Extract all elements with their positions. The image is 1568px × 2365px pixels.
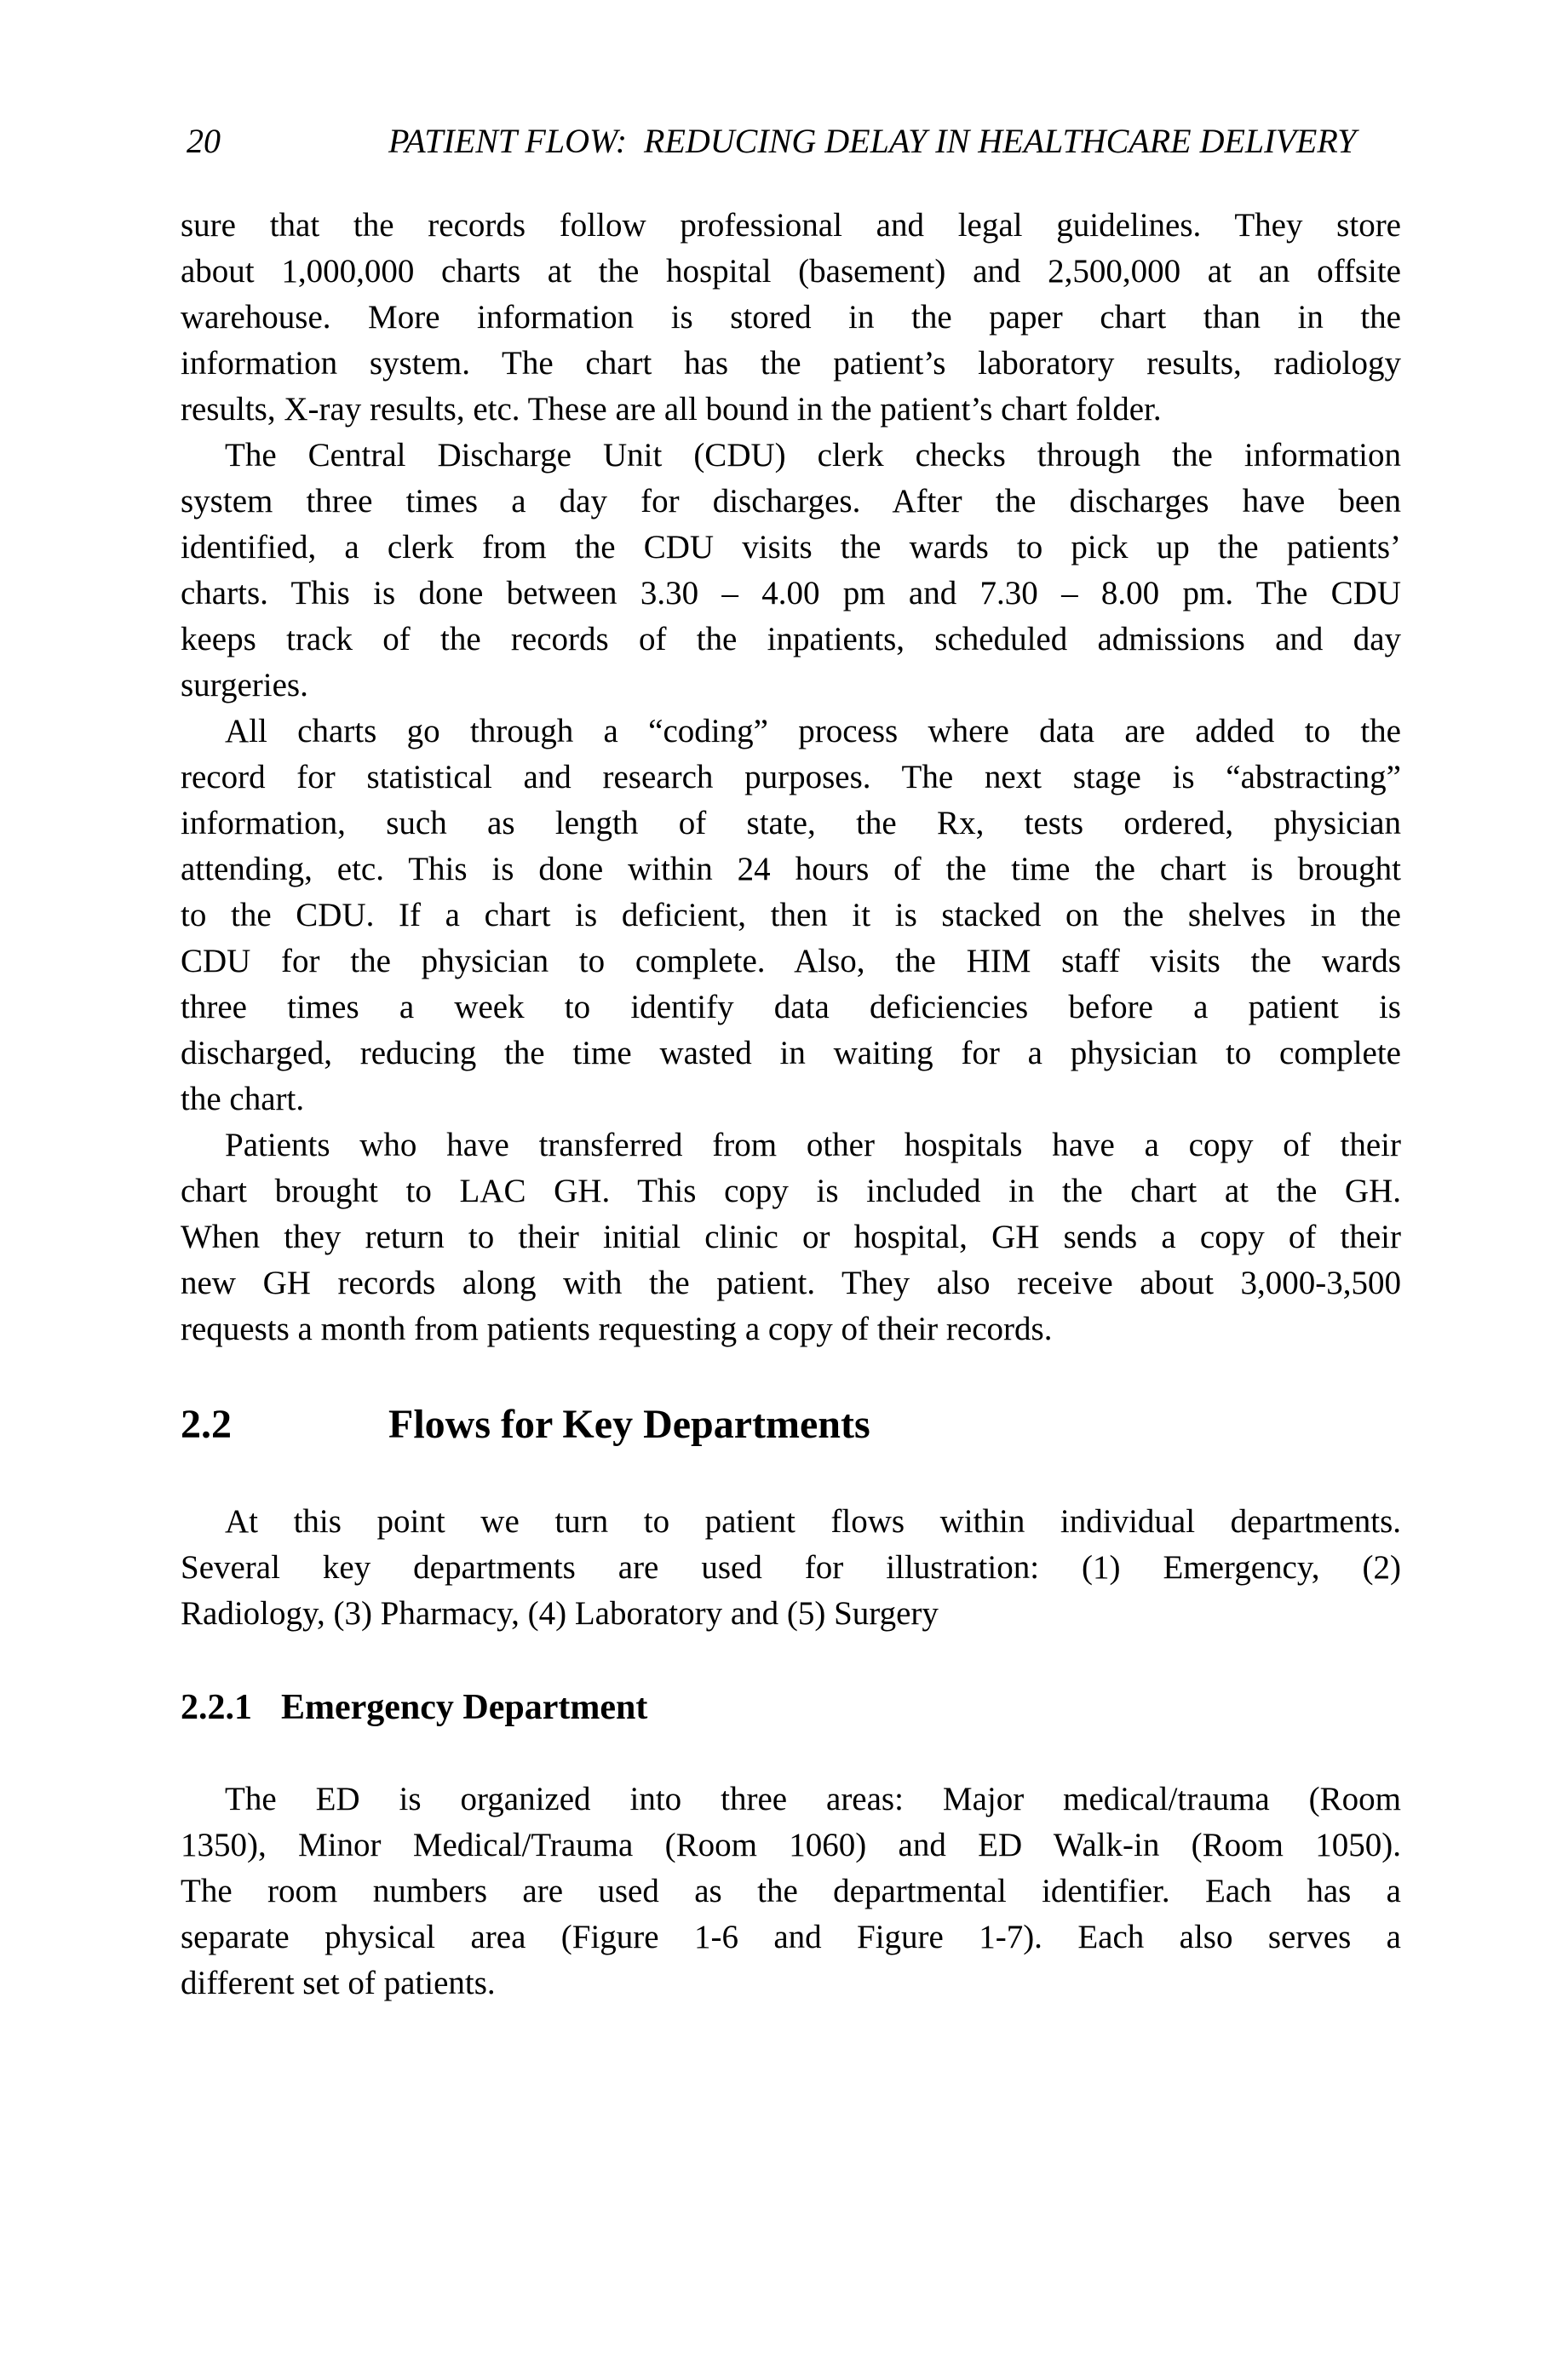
body-text-middle <box>181 1499 1401 1637</box>
text-line: information, such as length of state, the Rx, tests ordered, physician <box>181 805 1401 841</box>
text-line: attending, etc. This is done within 24 hours of the time the chart is brought <box>181 851 1401 887</box>
text-line: The Central Discharge Unit (CDU) clerk checks through the information <box>225 437 1401 474</box>
text-line: Radiology, (3) Pharmacy, (4) Laboratory and (5) Surgery <box>181 1595 939 1632</box>
section-title: Flows for Key Departments <box>388 1402 870 1447</box>
text-line: about 1,000,000 charts at the hospital (basement) and 2,500,000 at an offsite <box>181 253 1401 290</box>
section-number: 2.2.1 <box>181 1688 252 1727</box>
text-line: chart brought to LAC GH. This copy is included in the chart at the GH. <box>181 1173 1401 1209</box>
section-heading-2-2 <box>181 1401 870 1449</box>
body-text-bottom <box>181 1777 1401 2006</box>
text-line: separate physical area (Figure 1-6 and Figure 1-7). Each also serves a <box>181 1919 1401 1955</box>
text-line: 1350), Minor Medical/Trauma (Room 1060) and ED Walk-in (Room 1050). <box>181 1827 1401 1863</box>
page-number: 20 <box>187 122 221 160</box>
text-line: requests a month from patients requesting a copy of their records. <box>181 1311 1053 1347</box>
text-line: charts. This is done between 3.30 – 4.00 pm and 7.30 – 8.00 pm. The CDU <box>181 575 1401 611</box>
text-line: keeps track of the records of the inpatients, scheduled admissions and day <box>181 621 1401 657</box>
text-line: Patients who have transferred from other hospitals have a copy of their <box>225 1127 1401 1163</box>
running-title: PATIENT FLOW: REDUCING DELAY IN HEALTHCARE DELIVERY <box>388 122 1357 160</box>
text-line: The ED is organized into three areas: Major medical/trauma (Room <box>225 1781 1401 1817</box>
text-line: warehouse. More information is stored in the paper chart than in the <box>181 299 1401 336</box>
text-line: discharged, reducing the time wasted in waiting for a physician to complete <box>181 1035 1401 1071</box>
body-text-top <box>181 203 1401 1352</box>
text-line: At this point we turn to patient flows within individual departments. <box>225 1503 1401 1540</box>
section-heading-2-2-1 <box>181 1686 647 1729</box>
text-line: The room numbers are used as the departmental identifier. Each has a <box>181 1873 1401 1909</box>
text-line: to the CDU. If a chart is deficient, then it is stacked on the shelves in the <box>181 897 1401 933</box>
text-line: three times a week to identify data deficiencies before a patient is <box>181 989 1401 1025</box>
text-line: When they return to their initial clinic or hospital, GH sends a copy of their <box>181 1219 1401 1255</box>
text-line: new GH records along with the patient. They also receive about 3,000-3,500 <box>181 1265 1401 1301</box>
text-line: CDU for the physician to complete. Also, the HIM staff visits the wards <box>181 943 1401 979</box>
section-number: 2.2 <box>181 1402 232 1447</box>
text-line: All charts go through a “coding” process where data are added to the <box>225 713 1401 749</box>
text-line: different set of patients. <box>181 1965 496 2001</box>
text-line: results, X-ray results, etc. These are all bound in the patient’s chart folder. <box>181 391 1162 428</box>
page-header <box>0 122 1568 164</box>
text-line: record for statistical and research purposes. The next stage is “abstracting” <box>181 759 1401 795</box>
text-line: system three times a day for discharges. After the discharges have been <box>181 483 1401 519</box>
text-line: information system. The chart has the patient’s laboratory results, radiology <box>181 345 1401 382</box>
text-line: Several key departments are used for illustration: (1) Emergency, (2) <box>181 1549 1401 1586</box>
text-line: identified, a clerk from the CDU visits the wards to pick up the patients’ <box>181 529 1401 565</box>
text-line: surgeries. <box>181 667 308 703</box>
text-line: sure that the records follow professional and legal guidelines. They store <box>181 207 1401 244</box>
text-line: the chart. <box>181 1081 305 1117</box>
section-title: Emergency Department <box>281 1688 648 1727</box>
